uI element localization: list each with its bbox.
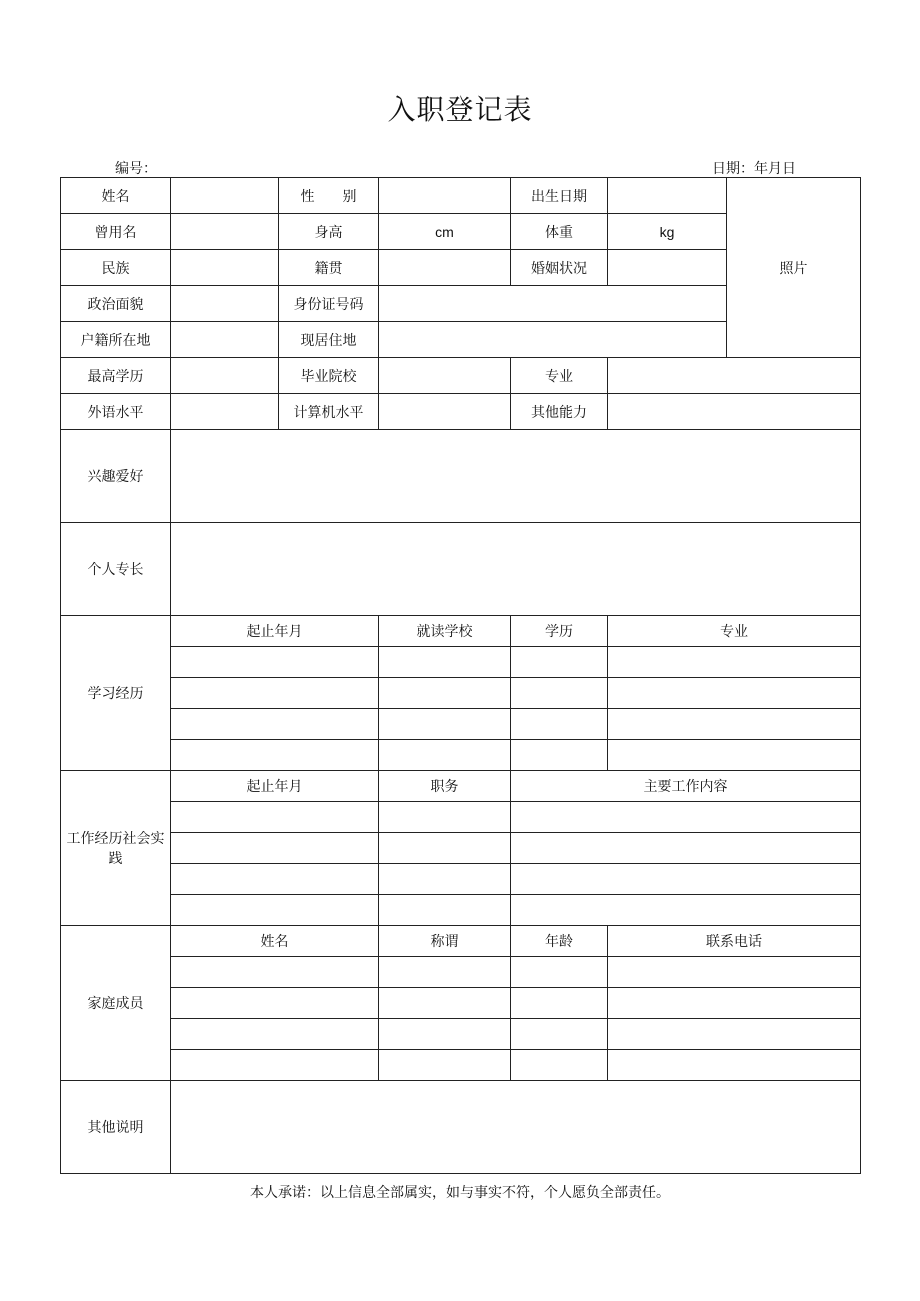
name-label: 姓名 (61, 178, 171, 214)
specialty-field[interactable] (171, 523, 861, 616)
ethnicity-field[interactable] (171, 250, 279, 286)
work-row (61, 802, 861, 833)
computer-label: 计算机水平 (279, 394, 379, 430)
work-row (61, 833, 861, 864)
study-cell[interactable] (511, 678, 608, 709)
photo-box[interactable]: 照片 (727, 178, 861, 358)
native-place-field[interactable] (379, 250, 511, 286)
family-cell[interactable] (608, 1050, 861, 1081)
family-header-phone: 联系电话 (608, 926, 861, 957)
work-row (61, 864, 861, 895)
family-header-name: 姓名 (171, 926, 379, 957)
work-cell[interactable] (171, 895, 379, 926)
page-title: 入职登记表 (387, 93, 533, 126)
family-cell[interactable] (608, 1019, 861, 1050)
number-label: 编号： (115, 161, 157, 177)
notes-label: 其他说明 (61, 1081, 171, 1174)
study-cell[interactable] (379, 678, 511, 709)
former-name-field[interactable] (171, 214, 279, 250)
other-skills-field[interactable] (608, 394, 861, 430)
family-cell[interactable] (171, 988, 379, 1019)
study-header-period: 起止年月 (171, 616, 379, 647)
work-cell[interactable] (379, 895, 511, 926)
study-row (61, 740, 861, 771)
birth-date-label: 出生日期 (511, 178, 608, 214)
study-history-label: 学习经历 (61, 616, 171, 771)
family-cell[interactable] (379, 957, 511, 988)
study-cell[interactable] (379, 647, 511, 678)
family-row (61, 957, 861, 988)
study-cell[interactable] (171, 740, 379, 771)
family-row (61, 988, 861, 1019)
family-cell[interactable] (379, 988, 511, 1019)
major-label: 专业 (511, 358, 608, 394)
study-cell[interactable] (511, 740, 608, 771)
gender-field[interactable] (379, 178, 511, 214)
work-cell[interactable] (379, 802, 511, 833)
major-field[interactable] (608, 358, 861, 394)
weight-field[interactable]: kg (608, 214, 727, 250)
study-cell[interactable] (171, 678, 379, 709)
id-number-field[interactable] (379, 286, 727, 322)
family-cell[interactable] (511, 988, 608, 1019)
date-label: 日期：年月日 (712, 161, 796, 177)
family-header-age: 年龄 (511, 926, 608, 957)
family-cell[interactable] (511, 1019, 608, 1050)
height-field[interactable]: cm (379, 214, 511, 250)
marital-status-label: 婚姻状况 (511, 250, 608, 286)
notes-field[interactable] (171, 1081, 861, 1174)
study-cell[interactable] (379, 740, 511, 771)
work-cell[interactable] (171, 864, 379, 895)
political-status-label: 政治面貌 (61, 286, 171, 322)
study-row (61, 647, 861, 678)
name-field[interactable] (171, 178, 279, 214)
work-cell[interactable] (171, 802, 379, 833)
work-cell[interactable] (511, 864, 861, 895)
commitment-statement: 本人承诺：以上信息全部属实，如与事实不符，个人愿负全部责任。 (250, 1185, 670, 1201)
family-cell[interactable] (171, 957, 379, 988)
study-header-degree: 学历 (511, 616, 608, 647)
study-cell[interactable] (171, 709, 379, 740)
school-field[interactable] (379, 358, 511, 394)
work-header-period: 起止年月 (171, 771, 379, 802)
family-cell[interactable] (171, 1050, 379, 1081)
study-header-school: 就读学校 (379, 616, 511, 647)
study-cell[interactable] (608, 678, 861, 709)
gender-label: 性 别 (279, 178, 379, 214)
other-skills-label: 其他能力 (511, 394, 608, 430)
work-cell[interactable] (511, 895, 861, 926)
family-cell[interactable] (608, 957, 861, 988)
political-status-field[interactable] (171, 286, 279, 322)
study-cell[interactable] (171, 647, 379, 678)
household-label: 户籍所在地 (61, 322, 171, 358)
family-row (61, 1019, 861, 1050)
study-row (61, 678, 861, 709)
ethnicity-label: 民族 (61, 250, 171, 286)
family-header-relation: 称谓 (379, 926, 511, 957)
work-header-content: 主要工作内容 (511, 771, 861, 802)
work-cell[interactable] (171, 833, 379, 864)
registration-form (60, 177, 861, 1174)
family-row (61, 1050, 861, 1081)
household-field[interactable] (171, 322, 279, 358)
family-cell[interactable] (379, 1019, 511, 1050)
weight-label: 体重 (511, 214, 608, 250)
specialty-label: 个人专长 (61, 523, 171, 616)
marital-status-field[interactable] (608, 250, 727, 286)
family-cell[interactable] (511, 957, 608, 988)
education-label: 最高学历 (61, 358, 171, 394)
work-row (61, 895, 861, 926)
hobbies-field[interactable] (171, 430, 861, 523)
birth-date-field[interactable] (608, 178, 727, 214)
study-cell[interactable] (511, 647, 608, 678)
work-cell[interactable] (511, 833, 861, 864)
work-history-label: 工作经历社会实践 (61, 771, 171, 926)
computer-field[interactable] (379, 394, 511, 430)
study-cell[interactable] (511, 709, 608, 740)
work-header-position: 职务 (379, 771, 511, 802)
study-cell[interactable] (608, 709, 861, 740)
residence-field[interactable] (379, 322, 727, 358)
language-field[interactable] (171, 394, 279, 430)
language-label: 外语水平 (61, 394, 171, 430)
family-cell[interactable] (608, 988, 861, 1019)
school-label: 毕业院校 (279, 358, 379, 394)
height-label: 身高 (279, 214, 379, 250)
study-row (61, 709, 861, 740)
hobbies-label: 兴趣爱好 (61, 430, 171, 523)
work-cell[interactable] (379, 864, 511, 895)
study-cell[interactable] (608, 647, 861, 678)
work-cell[interactable] (511, 802, 861, 833)
study-cell[interactable] (379, 709, 511, 740)
family-cell[interactable] (379, 1050, 511, 1081)
residence-label: 现居住地 (279, 322, 379, 358)
family-cell[interactable] (171, 1019, 379, 1050)
study-cell[interactable] (608, 740, 861, 771)
study-header-major: 专业 (608, 616, 861, 647)
work-cell[interactable] (379, 833, 511, 864)
family-cell[interactable] (511, 1050, 608, 1081)
native-place-label: 籍贯 (279, 250, 379, 286)
family-label: 家庭成员 (61, 926, 171, 1081)
id-number-label: 身份证号码 (279, 286, 379, 322)
education-field[interactable] (171, 358, 279, 394)
former-name-label: 曾用名 (61, 214, 171, 250)
